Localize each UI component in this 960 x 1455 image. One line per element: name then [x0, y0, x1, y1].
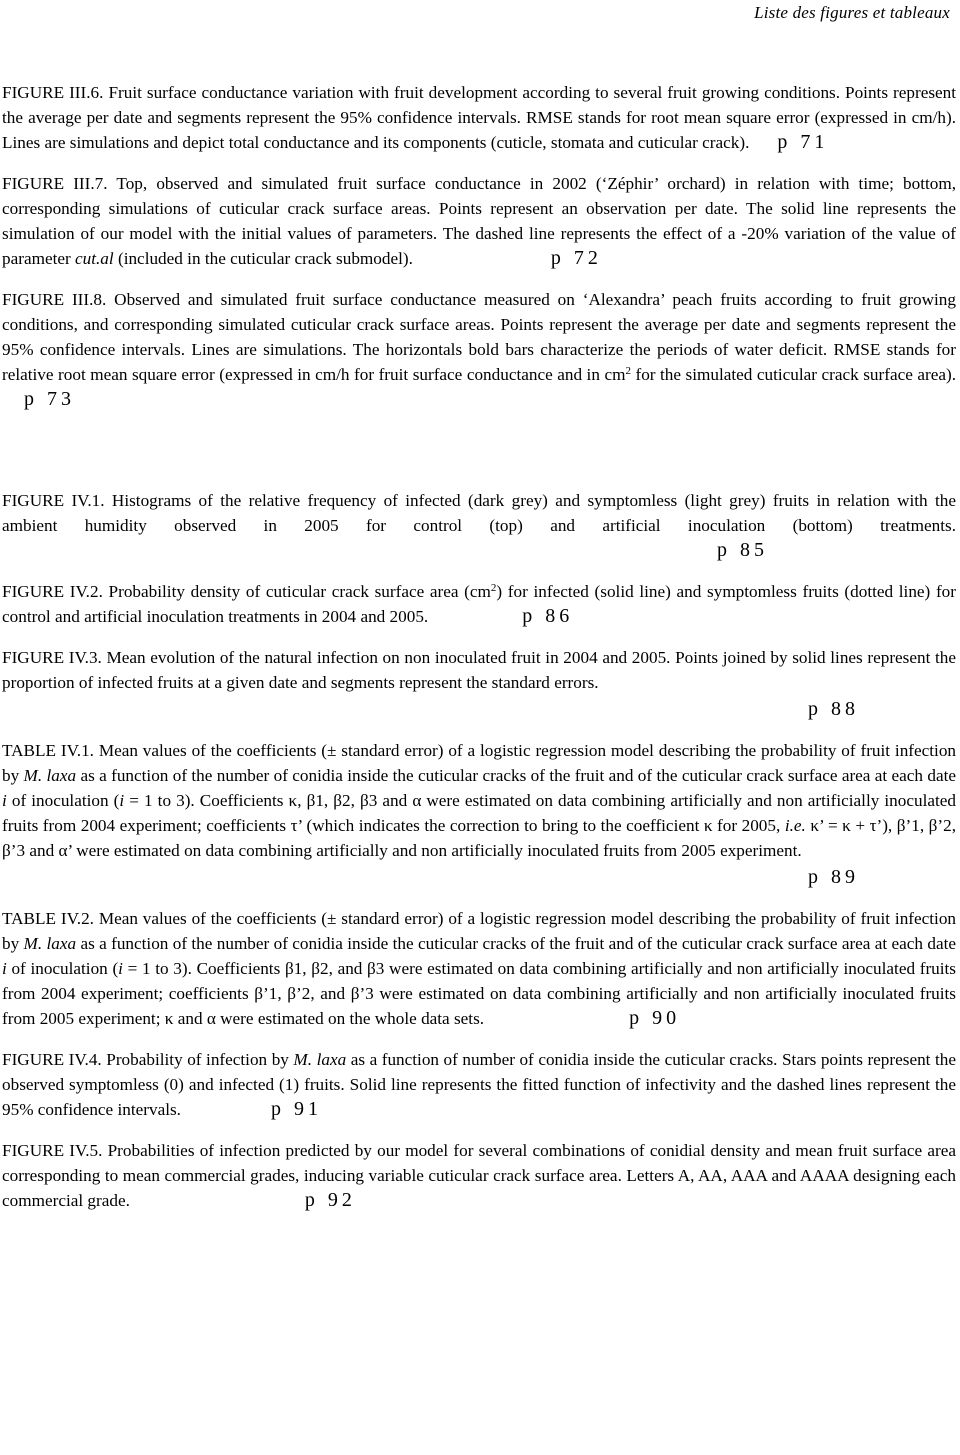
entry-number: IV.2.	[56, 909, 94, 928]
page-reference[interactable]: p 71	[777, 131, 829, 153]
entry-caption-end: for the simulated cuticular crack surface area).	[630, 365, 956, 384]
list-item-figure-iv-5	[2, 1138, 956, 1213]
entry-label: FIGURE	[2, 491, 65, 510]
entry-caption: = 1 to 3). Coefficients κ, β1, β2, β3 and α were estimated on data combining artificially and non artificially inoculated fruits from 2004 experiment; coefficients τ’ (which indicates the correction to bring to the coefficient κ for 2005,	[2, 791, 956, 835]
entry-label: FIGURE	[2, 83, 65, 102]
page-reference[interactable]: p 86	[522, 605, 574, 627]
species-name: M. laxa	[23, 766, 77, 785]
entry-number: IV.5.	[64, 1141, 103, 1160]
list-item-figure-iii-6	[2, 80, 956, 155]
entry-label: TABLE	[2, 909, 56, 928]
entry-caption: Mean values of the coefficients (± standard error) of a logistic regression model describing the probability of fruit infection by	[2, 909, 957, 953]
list-item-table-iv-2	[2, 906, 956, 1031]
entry-caption: of inoculation (	[6, 791, 120, 810]
entry-label: FIGURE	[2, 582, 65, 601]
entry-caption: κ’ = κ + τ’), β’1, β’2, β’3 and α’ were estimated on data combining artificially and non artificially inoculated fruits from 2005 experiment.	[2, 816, 956, 860]
list-item-table-iv-1	[2, 738, 956, 890]
page-reference[interactable]: p 85	[717, 539, 768, 561]
entry-number: IV.1.	[56, 741, 94, 760]
species-name: M. laxa	[23, 934, 77, 953]
entry-caption: Mean values of the coefficients (± standard error) of a logistic regression model describing the probability of fruit infection by	[2, 741, 957, 785]
entry-number: IV.4.	[64, 1050, 102, 1069]
page-reference[interactable]: p 88	[808, 698, 859, 720]
entry-label: FIGURE	[2, 1141, 65, 1160]
entry-caption-end: (included in the cuticular crack submodel).	[113, 249, 413, 268]
variable-i: i	[118, 959, 123, 978]
entry-caption: Histograms of the relative frequency of infected (dark grey) and symptomless (light grey) fruits in relation with the ambient humidity observed in 2005 for control (top) and artificial inoculation (bottom) treatments.	[2, 491, 956, 535]
variable-i: i	[2, 959, 7, 978]
entry-caption: as a function of the number of conidia inside the cuticular cracks of the fruit and of the cuticular crack surface area at each date	[76, 766, 956, 785]
abbreviation-ie: i.e.	[784, 816, 806, 835]
list-item-figure-iv-3	[2, 645, 956, 722]
list-item-figure-iv-1	[2, 488, 956, 563]
entry-caption: = 1 to 3). Coefficients β1, β2, and β3 were estimated on data combining artificially and non artificially inoculated fruits from 2004 experiment; coefficients β’1, β’2, and β’3 were estimated on data combining artificially and non artificially inoculated fruits from 2005 experiment; κ and α were estimated on the whole data sets.	[2, 959, 956, 1028]
running-header: Liste des figures et tableaux	[754, 3, 950, 22]
page-reference[interactable]: p 89	[808, 866, 859, 888]
list-item-figure-iv-2	[2, 579, 956, 629]
entry-number: III.8.	[64, 290, 107, 309]
entry-caption-end: ) for infected (solid line) and symptomless fruits (dotted line) for control and artificial inoculation treatments in 2004 and 2005.	[2, 582, 956, 626]
page-reference[interactable]: p 92	[304, 1189, 356, 1211]
entry-number: IV.2.	[64, 582, 103, 601]
entry-caption: Top, observed and simulated fruit surface conductance in 2002 (‘Zéphir’ orchard) in relation with time; bottom, corresponding simulations of cuticular crack surface areas. Points represent an observation per date. The solid line represents the simulation of our model with the initial values of parameters. The dashed line represents the effect of a -20% variation of the value of parameter	[2, 174, 957, 268]
entry-caption: Mean evolution of the natural infection on non inoculated fruit in 2004 and 2005. Points joined by solid lines represent the proportion of infected fruits at a given date and segments represent the standard errors.	[2, 648, 957, 692]
page-reference[interactable]: p 73	[24, 388, 75, 410]
entry-caption: Probability density of cuticular crack surface area (cm	[102, 582, 491, 601]
entry-caption: Probability of infection by	[101, 1050, 294, 1069]
entry-caption: as a function of number of conidia inside the cuticular cracks. Stars points represent the observed symptomless (0) and infected (1) fruits. Solid line represents the fitted function of infectivity and the dashed lines represent the 95% confidence intervals.	[2, 1050, 956, 1119]
entry-number: IV.1.	[64, 491, 105, 510]
page-reference[interactable]: p 90	[629, 1007, 681, 1029]
variable-i: i	[119, 791, 125, 810]
entry-number: III.6.	[64, 83, 104, 102]
entry-caption: of inoculation (	[6, 959, 119, 978]
entry-label: TABLE	[2, 741, 56, 760]
entry-caption: Observed and simulated fruit surface conductance measured on ‘Alexandra’ peach fruits according to fruit growing conditions, and corresponding simulated cuticular crack surface areas. Points represent the average per date and segments represent the 95% confidence intervals. Lines are simulations. The horizontals bold bars characterize the periods of water deficit. RMSE stands for relative root mean square error (expressed in cm/h for fruit surface conductance and in cm	[2, 290, 956, 384]
list-item-figure-iii-7	[2, 171, 956, 271]
superscript: 2	[490, 582, 497, 594]
entry-label: FIGURE	[2, 174, 65, 193]
entry-caption: Fruit surface conductance variation with fruit development according to several fruit growing conditions. Points represent the average per date and segments represent the 95% confidence intervals. RMSE stands for root mean square error (expressed in cm/h). Lines are simulations and depict total conductance and its components (cuticle, stomata and cuticular crack).	[2, 83, 957, 152]
species-name: M. laxa	[293, 1050, 347, 1069]
entry-label: FIGURE	[2, 1050, 65, 1069]
list-of-figures	[2, 80, 956, 1213]
entry-number: IV.3.	[64, 648, 102, 667]
entry-caption: as a function of the number of conidia inside the cuticular cracks of the fruit and of the cuticular crack surface area at each date	[76, 934, 956, 953]
list-item-figure-iv-4	[2, 1047, 956, 1122]
list-item-figure-iii-8	[2, 287, 956, 412]
entry-number: III.7.	[64, 174, 108, 193]
entry-caption: Probabilities of infection predicted by our model for several combinations of conidial density and mean fruit surface area corresponding to mean commercial grades, inducing variable cuticular crack surface area. Letters A, AA, AAA and AAAA designing each commercial grade.	[2, 1141, 957, 1210]
page-reference[interactable]: p 72	[550, 247, 602, 269]
variable-i: i	[2, 791, 7, 810]
entry-caption-italic: cut.al	[75, 249, 114, 268]
page-reference[interactable]: p 91	[270, 1098, 322, 1120]
superscript: 2	[625, 365, 631, 377]
entry-label: FIGURE	[2, 648, 65, 667]
entry-label: FIGURE	[2, 290, 65, 309]
